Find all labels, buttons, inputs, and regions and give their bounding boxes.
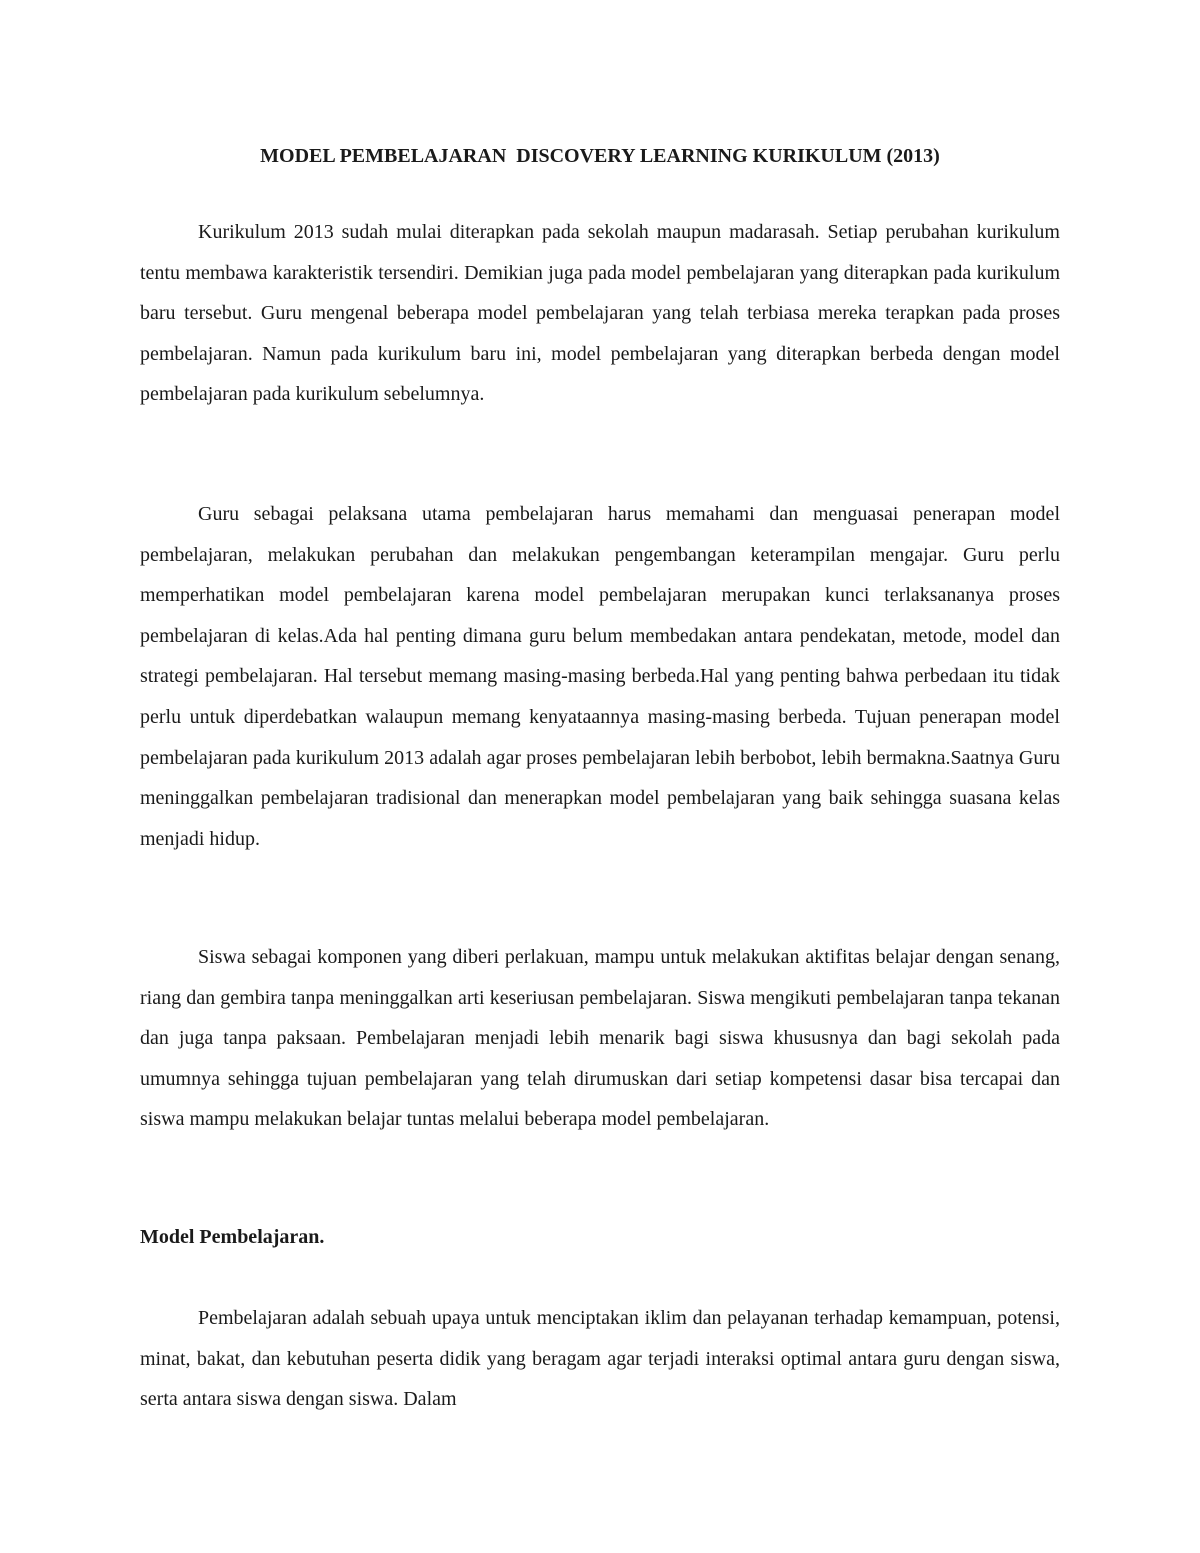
paragraph-pembelajaran-upaya: Pembelajaran adalah sebuah upaya untuk menciptakan iklim dan pelayanan terhadap kemampuan, potensi, minat, bakat, dan kebutuhan peserta didik yang beragam agar terjadi interaksi optimal antara guru dengan siswa, serta antara siswa dengan siswa. Dalam <box>140 1307 1060 1411</box>
section-heading-model-pembelajaran: Model Pembelajaran. <box>140 1226 325 1248</box>
document-title: MODEL PEMBELAJARAN DISCOVERY LEARNING KURIKULUM (2013) <box>260 145 940 167</box>
paragraph-siswa-komponen: Siswa sebagai komponen yang diberi perlakuan, mampu untuk melakukan aktifitas belajar dengan senang, riang dan gembira tanpa meninggalkan arti keseriusan pembelajaran. Siswa mengikuti pembelajaran tanpa tekanan dan juga tanpa paksaan. Pembelajaran menjadi lebih menarik bagi siswa khususnya dan bagi sekolah pada umumnya sehingga tujuan pembelajaran yang telah dirumuskan dari setiap kompetensi dasar bisa tercapai dan siswa mampu melakukan belajar tuntas melalui beberapa model pembelajaran. <box>140 946 1060 1131</box>
paragraph-guru-pelaksana: Guru sebagai pelaksana utama pembelajaran harus memahami dan menguasai penerapan model pembelajaran, melakukan perubahan dan melakukan pengembangan keterampilan mengajar. Guru perlu memperhatikan model pembelajaran karena model pembelajaran merupakan kunci terlaksananya proses pembelajaran di kelas.Ada hal penting dimana guru belum membedakan antara pendekatan, metode, model dan strategi pembelajaran. Hal tersebut memang masing-masing berbeda.Hal yang penting bahwa perbedaan itu tidak perlu untuk diperdebatkan walaupun memang kenyataannya masing-masing berbeda. Tujuan penerapan model pembelajaran pada kurikulum 2013 adalah agar proses pembelajaran lebih berbobot, lebih bermakna.Saatnya Guru meninggalkan pembelajaran tradisional dan menerapkan model pembelajaran yang baik sehingga suasana kelas menjadi hidup. <box>140 503 1060 850</box>
paragraph-kurikulum-2013: Kurikulum 2013 sudah mulai diterapkan pada sekolah maupun madarasah. Setiap perubahan kurikulum tentu membawa karakteristik tersendiri. Demikian juga pada model pembelajaran yang diterapkan pada kurikulum baru tersebut. Guru mengenal beberapa model pembelajaran yang telah terbiasa mereka terapkan pada proses pembelajaran. Namun pada kurikulum baru ini, model pembelajaran yang diterapkan berbeda dengan model pembelajaran pada kurikulum sebelumnya. <box>140 221 1060 406</box>
